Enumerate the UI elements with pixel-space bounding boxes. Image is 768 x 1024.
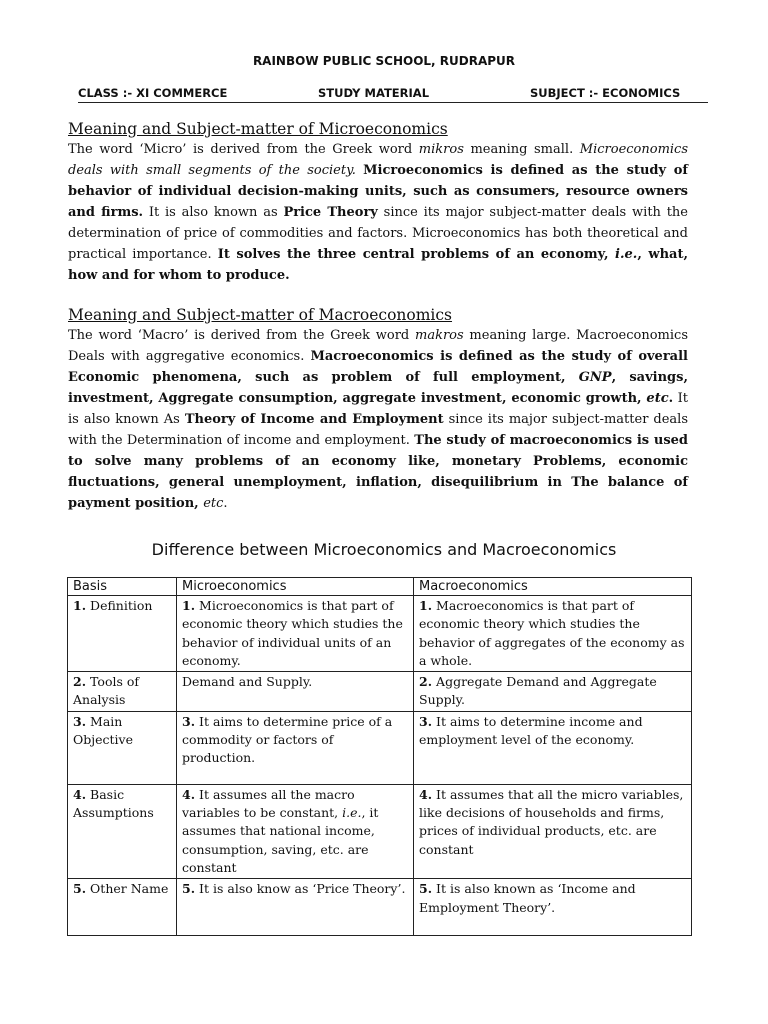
table-row (68, 879, 692, 936)
basis-cell: 3. Main Objective (68, 711, 177, 784)
header-macro: Macroeconomics (414, 578, 692, 596)
material-label: STUDY MATERIAL (318, 86, 430, 100)
basis-cell: 5. Other Name (68, 879, 177, 936)
difference-table (67, 577, 692, 936)
header-basis: Basis (68, 578, 177, 596)
basis-cell: 1. Definition (68, 596, 177, 672)
table-row (68, 596, 692, 672)
macro-section (68, 305, 688, 514)
macro-cell: 3. It aims to determine income and employment level of the economy. (414, 711, 692, 784)
header-micro: Microeconomics (177, 578, 414, 596)
macro-cell: 4. It assumes that all the micro variables, like decisions of households and firms, prices of individual products, etc. are constant (414, 784, 692, 878)
subject-label: SUBJECT :- ECONOMICS (530, 86, 681, 100)
micro-cell: 1. Microeconomics is that part of economic theory which studies the behavior of individual units of an economy. (177, 596, 414, 672)
macro-cell: 2. Aggregate Demand and Aggregate Supply. (414, 672, 692, 712)
document-meta-line (78, 86, 708, 103)
micro-paragraph: The word ‘Micro’ is derived from the Greek word mikros meaning small. Microeconomics deals with small segments of the society. Microeconomics is defined as the study of behavior of individual decision-making units, such as consumers, resource owners and firms. It is also known as Price Theory since its major subject-matter deals with the determination of price of commodities and factors. Microeconomics has both theoretical and practical importance. It solves the three central problems of an economy, i.e., what, how and for whom to produce. (68, 142, 689, 283)
macro-cell: 1. Macroeconomics is that part of economic theory which studies the behavior of aggregates of the economy as a whole. (414, 596, 692, 672)
macro-cell: 5. It is also known as ‘Income and Employment Theory’. (414, 879, 692, 936)
micro-cell: 4. It assumes all the macro variables to be constant, i.e., it assumes that national income, consumption, saving, etc. are constant (177, 784, 414, 878)
micro-heading: Meaning and Subject-matter of Microeconomics (68, 120, 448, 138)
table-row (68, 784, 692, 878)
school-name: RAINBOW PUBLIC SCHOOL, RUDRAPUR (252, 54, 516, 68)
difference-title: Difference between Microeconomics and Macroeconomics (151, 540, 617, 559)
macro-paragraph: The word ‘Macro’ is derived from the Greek word makros meaning large. Macroeconomics Deals with aggregative economics. Macroeconomics is defined as the study of overall Economic phenomena, such as problem of full employment, GNP, savings, investment, Aggregate consumption, aggregate investment, economic growth, etc. It is also known As Theory of Income and Employment since its major subject-matter deals with the Determination of income and employment. The study of macroeconomics is used to solve many problems of an economy like, monetary Problems, economic fluctuations, general unemployment, inflation, disequilibrium in The balance of payment position, etc. (68, 328, 688, 511)
basis-cell: 2. Tools of Analysis (68, 672, 177, 712)
class-label: CLASS :- XI COMMERCE (78, 86, 228, 100)
macro-heading: Meaning and Subject-matter of Macroeconomics (68, 306, 453, 324)
micro-cell: 5. It is also know as ‘Price Theory’. (177, 879, 414, 936)
basis-cell: 4. Basic Assumptions (68, 784, 177, 878)
table-header-row (68, 578, 692, 596)
micro-section (68, 119, 688, 286)
micro-cell: Demand and Supply. (177, 672, 414, 712)
table-row (68, 672, 692, 712)
table-row (68, 711, 692, 784)
micro-cell: 3. It aims to determine price of a commodity or factors of production. (177, 711, 414, 784)
